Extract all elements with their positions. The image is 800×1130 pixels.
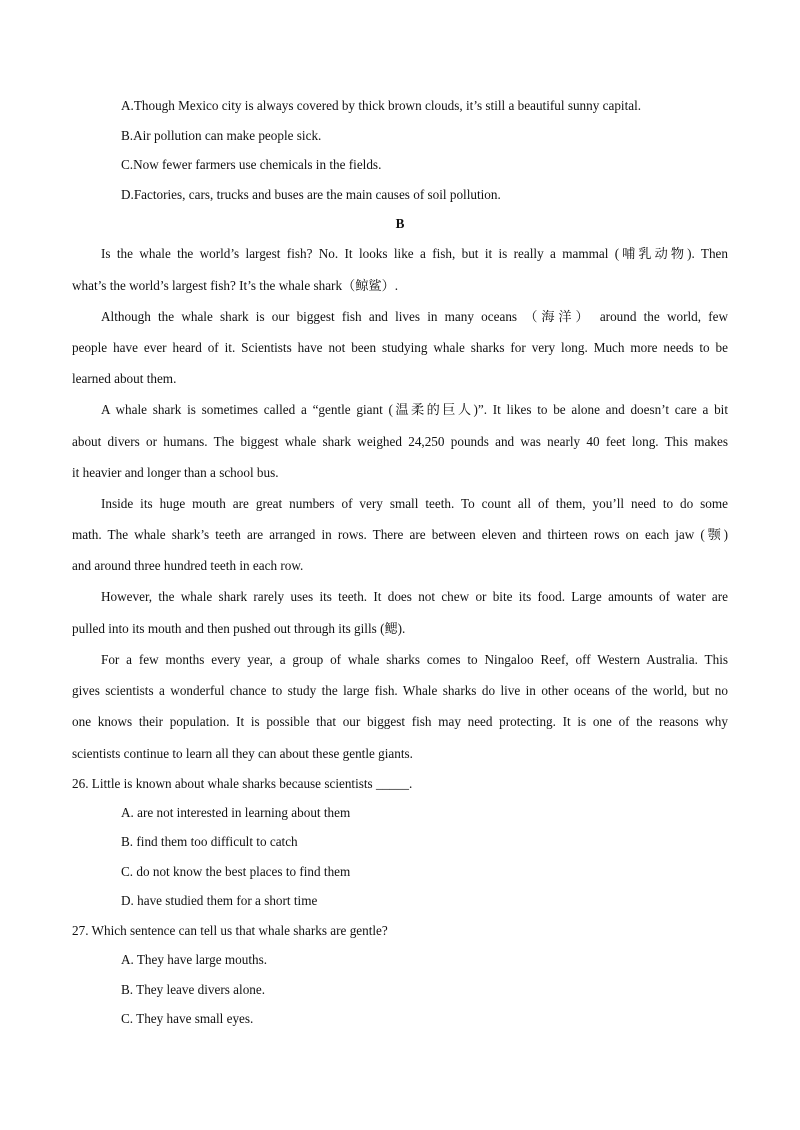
passage-line: and around three hundred teeth in each row. bbox=[72, 558, 304, 573]
passage-line: A whale shark is sometimes called a “gentle giant (温柔的巨人)”. It likes to be alone and doesn’t care a bit bbox=[101, 402, 728, 417]
passage-line: what’s the world’s largest fish? It’s the whale shark（鲸鲨）. bbox=[72, 278, 399, 293]
passage-line: it heavier and longer than a school bus. bbox=[72, 465, 279, 480]
passage-line: Although the whale shark is our biggest fish and lives in many oceans （海洋） around the world, few bbox=[101, 309, 728, 324]
passage-line: about divers or humans. The biggest whale shark weighed 24,250 pounds and was nearly 40 feet long. This makes bbox=[72, 434, 728, 449]
passage-line: people have ever heard of it. Scientists have not been studying whale sharks for very long. Much more needs to be bbox=[72, 340, 728, 355]
question-26-option-c: C. do not know the best places to find them bbox=[121, 864, 351, 879]
passage-line: For a few months every year, a group of whale sharks comes to Ningaloo Reef, off Western Australia. This bbox=[101, 652, 728, 667]
passage-line: Inside its huge mouth are great numbers of very small teeth. To count all of them, you’ll need to do some bbox=[101, 496, 728, 511]
prev-option-b: B.Air pollution can make people sick. bbox=[121, 128, 322, 143]
section-heading: B bbox=[395, 216, 405, 231]
question-26-option-b: B. find them too difficult to catch bbox=[121, 834, 298, 849]
passage-line: math. The whale shark’s teeth are arranged in rows. There are between eleven and thirteen rows on each jaw (颚) bbox=[72, 527, 728, 542]
prev-option-a: A.Though Mexico city is always covered by thick brown clouds, it’s still a beautiful sunny capital. bbox=[121, 98, 642, 113]
question-27-stem: 27. Which sentence can tell us that whale sharks are gentle? bbox=[72, 923, 388, 938]
passage-line: scientists continue to learn all they can about these gentle giants. bbox=[72, 746, 413, 761]
question-27-option-a: A. They have large mouths. bbox=[121, 952, 268, 967]
question-26-stem: 26. Little is known about whale sharks because scientists _____. bbox=[72, 776, 413, 791]
question-26-option-a: A. are not interested in learning about them bbox=[121, 805, 351, 820]
prev-option-c: C.Now fewer farmers use chemicals in the fields. bbox=[121, 157, 382, 172]
passage-line: pulled into its mouth and then pushed out through its gills (鳃). bbox=[72, 621, 406, 636]
passage-line: However, the whale shark rarely uses its teeth. It does not chew or bite its food. Large amounts of water are bbox=[101, 589, 728, 604]
passage-line: learned about them. bbox=[72, 371, 177, 386]
passage-line: gives scientists a wonderful chance to study the large fish. Whale sharks do live in other oceans of the world, but no bbox=[72, 683, 728, 698]
prev-option-d: D.Factories, cars, trucks and buses are the main causes of soil pollution. bbox=[121, 187, 501, 202]
passage-line: Is the whale the world’s largest fish? No. It looks like a fish, but it is really a mammal (哺乳动物). Then bbox=[101, 246, 728, 261]
question-27-option-b: B. They leave divers alone. bbox=[121, 982, 266, 997]
question-26-option-d: D. have studied them for a short time bbox=[121, 893, 318, 908]
passage-line: one knows their population. It is possible that our biggest fish may need protecting. It is one of the reasons why bbox=[72, 714, 728, 729]
question-27-option-c: C. They have small eyes. bbox=[121, 1011, 254, 1026]
